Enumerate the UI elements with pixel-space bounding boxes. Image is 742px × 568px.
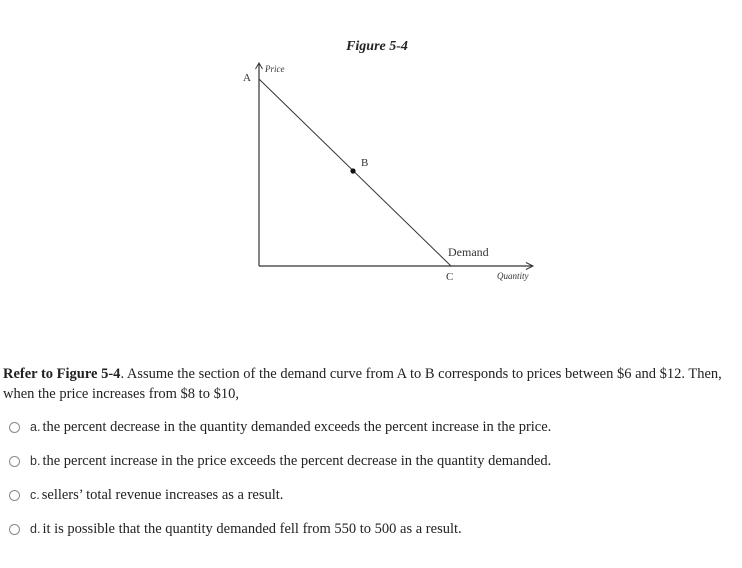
question-body: . Assume the section of the demand curve from A to B corresponds to prices between $6 and $12. Then, when the price increases from $8 to $10, bbox=[3, 366, 722, 402]
radio-button-d[interactable] bbox=[9, 524, 20, 535]
option-b-letter: b. bbox=[30, 454, 41, 468]
option-d[interactable] bbox=[9, 518, 462, 540]
option-a-letter: a. bbox=[30, 420, 41, 434]
figure-title: Figure 5-4 bbox=[346, 39, 408, 54]
point-c-label: C bbox=[446, 271, 454, 283]
radio-button-b[interactable] bbox=[9, 456, 20, 467]
option-a[interactable] bbox=[9, 416, 551, 438]
radio-button-c[interactable] bbox=[9, 490, 20, 501]
figure-reference: Refer to Figure 5-4 bbox=[3, 366, 121, 382]
point-a-label: A bbox=[243, 72, 251, 84]
point-b-marker bbox=[350, 168, 355, 173]
y-axis-label: Price bbox=[265, 64, 285, 74]
option-c-letter: c. bbox=[30, 488, 40, 502]
option-b-text: the percent increase in the price exceeds the percent decrease in the quantity demanded. bbox=[42, 452, 552, 469]
option-c[interactable] bbox=[9, 484, 283, 506]
option-d-text: it is possible that the quantity demanded fell from 550 to 500 as a result. bbox=[42, 520, 462, 537]
option-c-text: sellers’ total revenue increases as a result. bbox=[41, 486, 284, 503]
question-text bbox=[3, 364, 737, 404]
x-axis-label: Quantity bbox=[497, 271, 529, 281]
demand-label: Demand bbox=[448, 245, 489, 259]
radio-button-a[interactable] bbox=[9, 422, 20, 433]
option-b[interactable] bbox=[9, 450, 551, 472]
point-b-label: B bbox=[361, 157, 369, 169]
option-d-letter: d. bbox=[30, 522, 41, 536]
option-a-text: the percent decrease in the quantity demanded exceeds the percent increase in the price. bbox=[42, 418, 552, 435]
